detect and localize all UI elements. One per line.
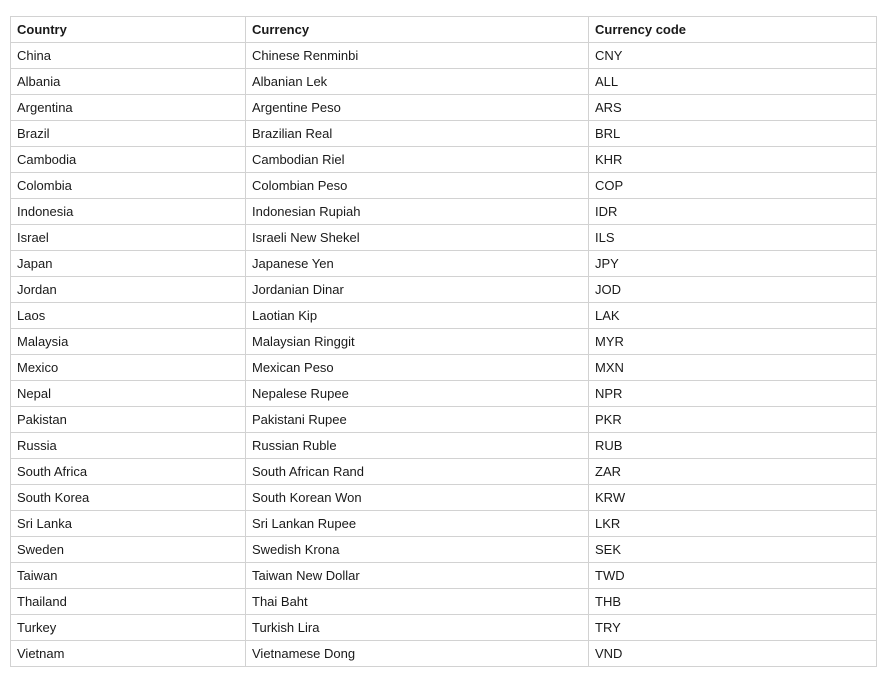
cell-currency: Jordanian Dinar: [246, 277, 589, 303]
cell-country: Argentina: [11, 95, 246, 121]
cell-currency: Mexican Peso: [246, 355, 589, 381]
cell-currency: Thai Baht: [246, 589, 589, 615]
cell-currency-code: SEK: [589, 537, 877, 563]
table-row: [11, 589, 877, 615]
cell-currency-code: LAK: [589, 303, 877, 329]
cell-currency-code: RUB: [589, 433, 877, 459]
cell-currency-code: ILS: [589, 225, 877, 251]
cell-currency: Malaysian Ringgit: [246, 329, 589, 355]
cell-country: Mexico: [11, 355, 246, 381]
cell-currency: Laotian Kip: [246, 303, 589, 329]
cell-currency: Albanian Lek: [246, 69, 589, 95]
cell-currency-code: NPR: [589, 381, 877, 407]
table-body: [11, 43, 877, 667]
cell-currency-code: CNY: [589, 43, 877, 69]
table-row: [11, 459, 877, 485]
cell-currency: Pakistani Rupee: [246, 407, 589, 433]
cell-country: South Africa: [11, 459, 246, 485]
cell-country: Cambodia: [11, 147, 246, 173]
cell-currency: Turkish Lira: [246, 615, 589, 641]
cell-currency-code: KHR: [589, 147, 877, 173]
cell-currency: Japanese Yen: [246, 251, 589, 277]
cell-country: Thailand: [11, 589, 246, 615]
table-row: [11, 43, 877, 69]
currency-table: [10, 16, 877, 667]
cell-currency-code: ARS: [589, 95, 877, 121]
cell-country: Albania: [11, 69, 246, 95]
cell-country: Pakistan: [11, 407, 246, 433]
table-row: [11, 147, 877, 173]
table-row: [11, 355, 877, 381]
cell-currency: Nepalese Rupee: [246, 381, 589, 407]
table-row: [11, 69, 877, 95]
table-row: [11, 641, 877, 667]
cell-currency-code: VND: [589, 641, 877, 667]
cell-currency-code: BRL: [589, 121, 877, 147]
table-header: [11, 17, 877, 43]
table-row: [11, 251, 877, 277]
cell-currency-code: PKR: [589, 407, 877, 433]
cell-country: Japan: [11, 251, 246, 277]
table-row: [11, 173, 877, 199]
cell-country: Colombia: [11, 173, 246, 199]
table-row: [11, 121, 877, 147]
header-currency-code: Currency code: [589, 17, 877, 43]
cell-currency-code: JPY: [589, 251, 877, 277]
cell-country: Sweden: [11, 537, 246, 563]
table-row: [11, 407, 877, 433]
cell-currency-code: KRW: [589, 485, 877, 511]
cell-currency-code: ZAR: [589, 459, 877, 485]
cell-country: Sri Lanka: [11, 511, 246, 537]
table-row: [11, 303, 877, 329]
cell-country: Indonesia: [11, 199, 246, 225]
cell-country: Russia: [11, 433, 246, 459]
cell-currency-code: TWD: [589, 563, 877, 589]
cell-currency-code: MYR: [589, 329, 877, 355]
cell-currency: Chinese Renminbi: [246, 43, 589, 69]
table-row: [11, 225, 877, 251]
header-row: [11, 17, 877, 43]
cell-currency: Vietnamese Dong: [246, 641, 589, 667]
cell-currency: Brazilian Real: [246, 121, 589, 147]
cell-country: Malaysia: [11, 329, 246, 355]
cell-currency: Indonesian Rupiah: [246, 199, 589, 225]
cell-currency-code: TRY: [589, 615, 877, 641]
cell-currency: Swedish Krona: [246, 537, 589, 563]
cell-currency: South Korean Won: [246, 485, 589, 511]
table-row: [11, 537, 877, 563]
table-row: [11, 615, 877, 641]
cell-currency-code: THB: [589, 589, 877, 615]
cell-country: Brazil: [11, 121, 246, 147]
cell-country: Israel: [11, 225, 246, 251]
cell-country: South Korea: [11, 485, 246, 511]
cell-currency: Argentine Peso: [246, 95, 589, 121]
table-row: [11, 381, 877, 407]
cell-currency-code: IDR: [589, 199, 877, 225]
table-row: [11, 329, 877, 355]
table-row: [11, 563, 877, 589]
cell-currency-code: MXN: [589, 355, 877, 381]
cell-currency: Taiwan New Dollar: [246, 563, 589, 589]
cell-country: Turkey: [11, 615, 246, 641]
table-row: [11, 433, 877, 459]
cell-currency-code: LKR: [589, 511, 877, 537]
table-row: [11, 485, 877, 511]
cell-currency-code: ALL: [589, 69, 877, 95]
cell-currency: Sri Lankan Rupee: [246, 511, 589, 537]
table-row: [11, 511, 877, 537]
cell-country: Nepal: [11, 381, 246, 407]
cell-currency: Russian Ruble: [246, 433, 589, 459]
cell-country: Laos: [11, 303, 246, 329]
cell-country: Taiwan: [11, 563, 246, 589]
header-country: Country: [11, 17, 246, 43]
table-row: [11, 199, 877, 225]
cell-country: China: [11, 43, 246, 69]
header-currency: Currency: [246, 17, 589, 43]
cell-currency-code: JOD: [589, 277, 877, 303]
cell-currency: South African Rand: [246, 459, 589, 485]
table-row: [11, 277, 877, 303]
cell-country: Vietnam: [11, 641, 246, 667]
cell-currency: Israeli New Shekel: [246, 225, 589, 251]
cell-country: Jordan: [11, 277, 246, 303]
cell-currency: Cambodian Riel: [246, 147, 589, 173]
cell-currency-code: COP: [589, 173, 877, 199]
table-row: [11, 95, 877, 121]
cell-currency: Colombian Peso: [246, 173, 589, 199]
